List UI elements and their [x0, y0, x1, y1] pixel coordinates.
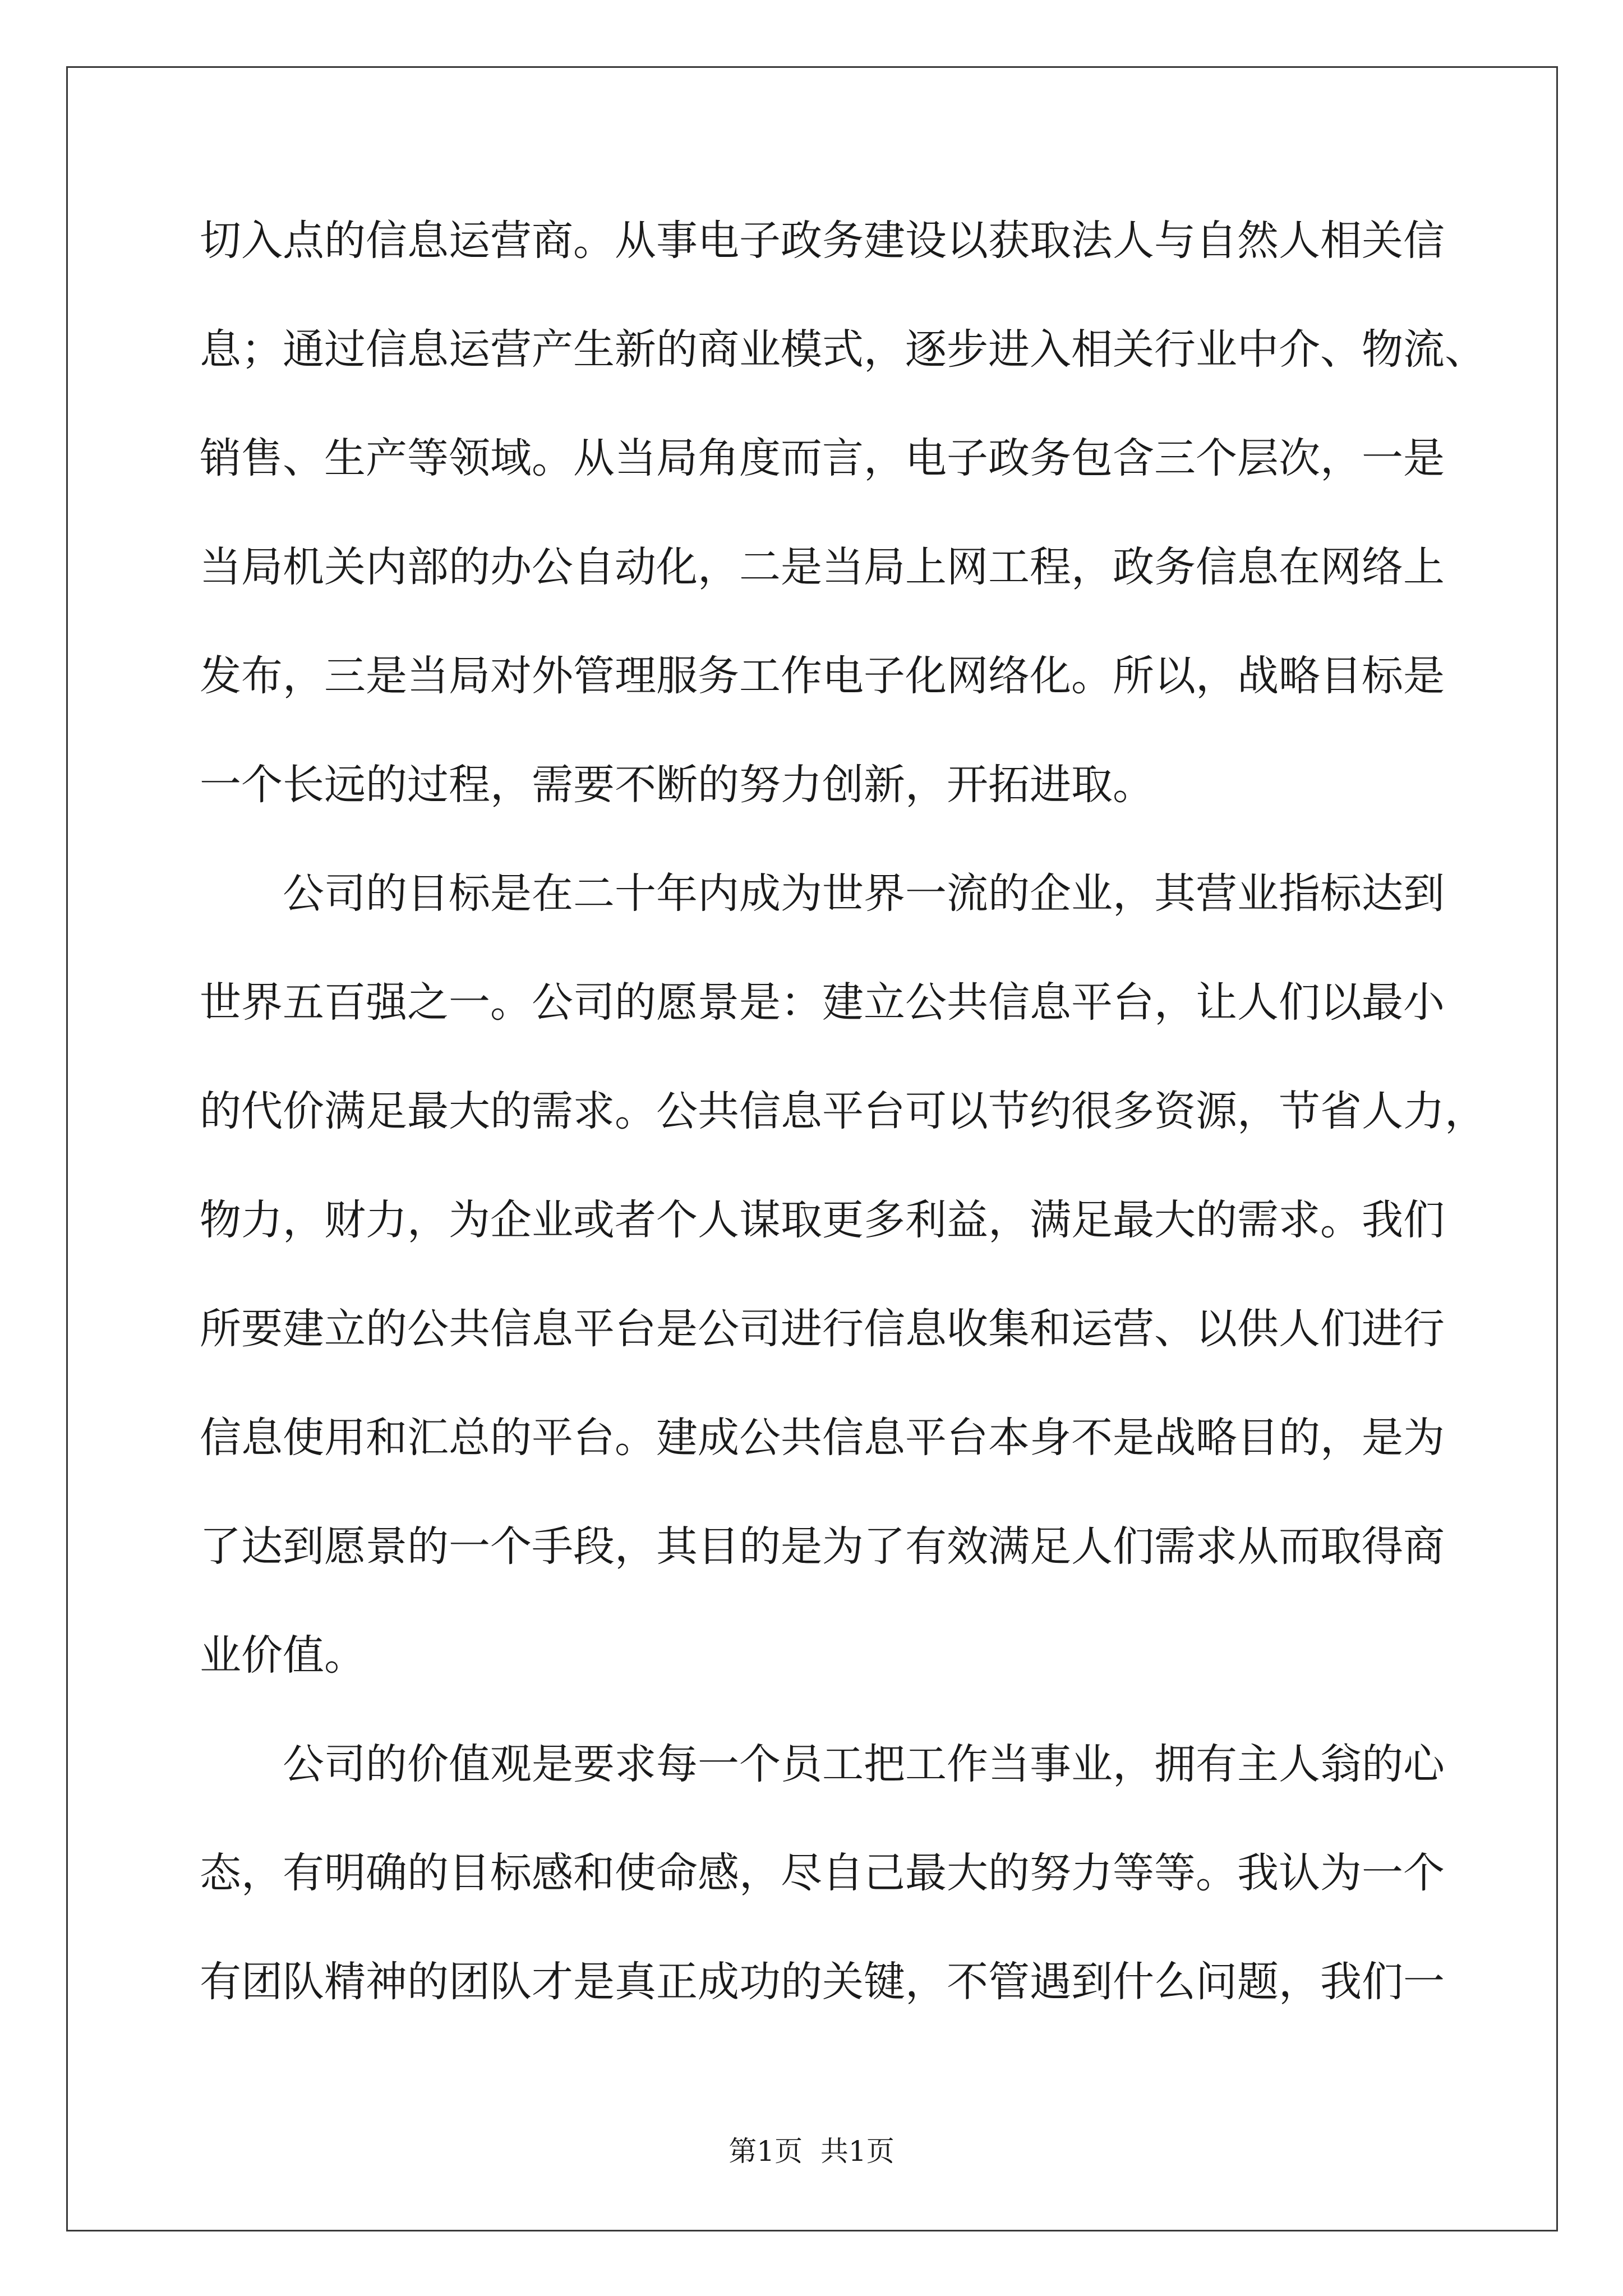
text-line: 公司的目标是在二十年内成为世界一流的企业，其营业指标达到: [283, 869, 1445, 918]
text-line: 当局机关内部的办公自动化，二是当局上网工程，政务信息在网络上: [200, 543, 1445, 591]
text-line: 世界五百强之一。公司的愿景是：建立公共信息平台，让人们以最小: [200, 978, 1445, 1027]
text-line: 有团队精神的团队才是真正成功的关键，不管遇到什么问题，我们一: [200, 1958, 1445, 2006]
text-line: 信息使用和汇总的平台。建成公共信息平台本身不是战略目的，是为: [200, 1414, 1445, 1462]
text-line: 息；通过信息运营产生新的商业模式，逐步进入相关行业中介、物流、: [200, 325, 1486, 374]
text-line: 一个长远的过程，需要不断的努力创新，开拓进取。: [200, 761, 1154, 809]
document-body: [200, 217, 1486, 2070]
page-number-footer: 第1页 共1页: [728, 2135, 895, 2168]
text-line: 切入点的信息运营商。从事电子政务建设以获取法人与自然人相关信: [200, 217, 1445, 265]
text-line: 物力，财力，为企业或者个人谋取更多利益，满足最大的需求。我们: [200, 1196, 1445, 1244]
text-line: 所要建立的公共信息平台是公司进行信息收集和运营、以供人们进行: [200, 1305, 1445, 1353]
text-line: 公司的价值观是要求每一个员工把工作当事业，拥有主人翁的心: [283, 1740, 1445, 1788]
text-line: 的代价满足最大的需求。公共信息平台可以节约很多资源，节省人力，: [200, 1087, 1486, 1135]
text-line: 销售、生产等领域。从当局角度而言，电子政务包含三个层次，一是: [200, 434, 1445, 482]
text-line: 态，有明确的目标感和使命感，尽自己最大的努力等等。我认为一个: [200, 1849, 1445, 1897]
text-line: 业价值。: [200, 1631, 366, 1680]
text-line: 了达到愿景的一个手段，其目的是为了有效满足人们需求从而取得商: [200, 1522, 1445, 1571]
text-line: 发布，三是当局对外管理服务工作电子化网络化。所以，战略目标是: [200, 652, 1445, 700]
